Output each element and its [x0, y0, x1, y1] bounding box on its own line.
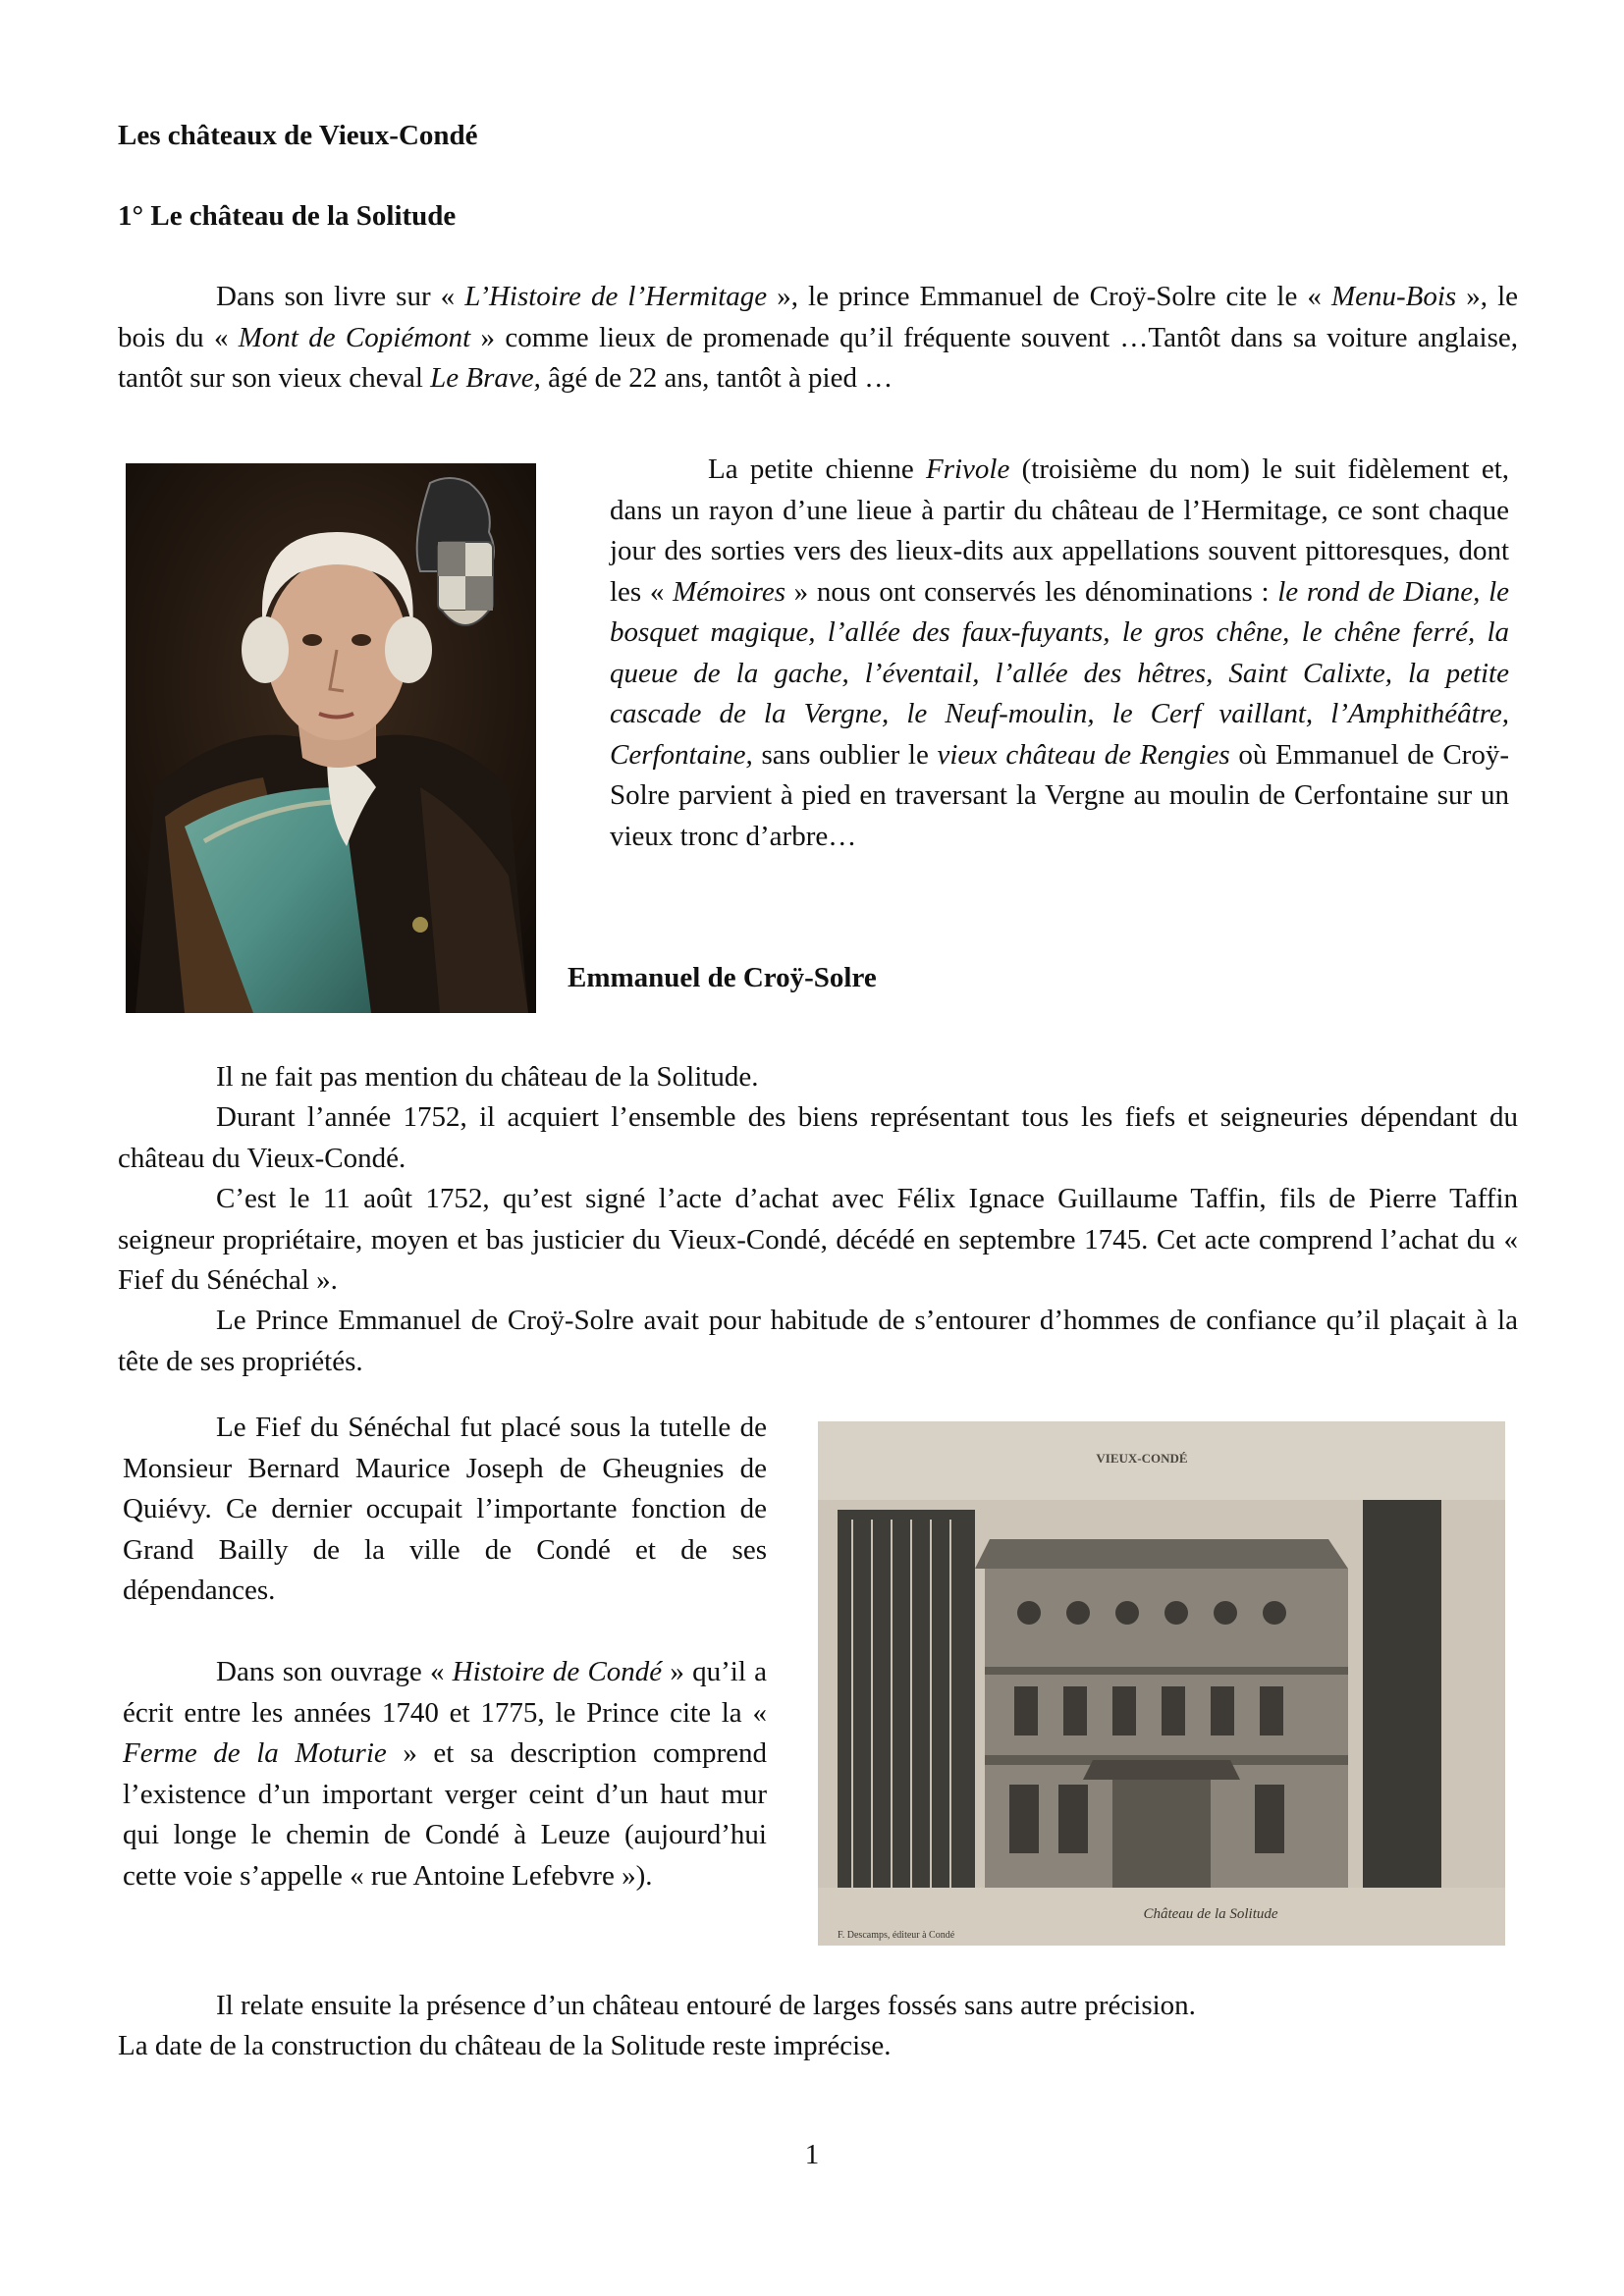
- body-paragraph-4: Le Prince Emmanuel de Croÿ-Solre avait pour habitude de s’entourer d’hommes de confiance qu’il plaçait à la tête de ses propriétés.: [118, 1305, 1518, 1377]
- postcard-image: [818, 1421, 1505, 1946]
- postcard-caption: Château de la Solitude: [1143, 1906, 1278, 1922]
- postcard-header: VIEUX-CONDÉ: [1096, 1451, 1188, 1466]
- body-paragraph-3: C’est le 11 août 1752, qu’est signé l’acte d’achat avec Félix Ignace Guillaume Taffin, fils de Pierre Taffin seigneur propriétaire, moyen et bas justicier du Vieux-Condé, décédé en septembre 1745. Cet acte comprend l’achat du « Fief du Sénéchal ».: [118, 1183, 1518, 1296]
- fief-paragraph-2: Dans son ouvrage « Histoire de Condé » qu’il a écrit entre les années 1740 et 1775, le Prince cite la « Ferme de la Moturie » et sa description comprend l’existence d’un important verger ceint d’un haut mur qui longe le chemin de Condé à Leuze (aujourd’hui cette voie s’appelle « rue Antoine Lefebvre »).: [123, 1656, 767, 1892]
- document-title: Les châteaux de Vieux-Condé: [118, 120, 478, 151]
- fief-paragraph-1: Le Fief du Sénéchal fut placé sous la tutelle de Monsieur Bernard Maurice Joseph de Gheugnies de Quiévy. Ce dernier occupait l’importante fonction de Grand Bailly de la ville de Condé et de ses dépendances.: [123, 1412, 767, 1606]
- closing-line-1: Il relate ensuite la présence d’un château entouré de larges fossés sans autre précision.: [216, 1990, 1196, 2021]
- frivole-paragraph: La petite chienne Frivole (troisième du nom) le suit fidèlement et, dans un rayon d’une lieue à partir du château de l’Hermitage, ce sont chaque jour des sorties vers des lieux-dits aux appellations souvent pittoresques, dont les « Mémoires » nous ont conservés les dénominations : le rond de Diane, le bosquet magique, l’allée des faux-fuyants, le gros chêne, le chêne ferré, la queue de la gache, l’éventail, l’allée des hêtres, Saint Calixte, la petite cascade de la Vergne, le Neuf-moulin, le Cerf vaillant, l’Amphithéâtre, Cerfontaine, sans oublier le vieux château de Rengies où Emmanuel de Croÿ-Solre parvient à pied en traversant la Vergne au moulin de Cerfontaine sur un vieux tronc d’arbre…: [610, 454, 1510, 852]
- closing-line-2: La date de la construction du château de la Solitude reste imprécise.: [118, 2030, 892, 2061]
- body-paragraph-2: Durant l’année 1752, il acquiert l’ensemble des biens représentant tous les fiefs et seigneuries dépendant du château du Vieux-Condé.: [118, 1101, 1518, 1174]
- body-paragraph-1: Il ne fait pas mention du château de la Solitude.: [216, 1061, 759, 1093]
- page-number: 1: [804, 2139, 820, 2170]
- postcard-publisher: F. Descamps, éditeur à Condé: [838, 1930, 955, 1941]
- section-heading: 1° Le château de la Solitude: [118, 200, 457, 232]
- portrait-image: [126, 463, 536, 1013]
- intro-paragraph: Dans son livre sur « L’Histoire de l’Hermitage », le prince Emmanuel de Croÿ-Solre cite le « Menu-Bois », le bois du « Mont de Copiémont » comme lieux de promenade qu’il fréquente souvent …Tantôt dans sa voiture anglaise, tantôt sur son vieux cheval Le Brave, âgé de 22 ans, tantôt à pied …: [118, 281, 1519, 394]
- portrait-caption: Emmanuel de Croÿ-Solre: [568, 962, 877, 993]
